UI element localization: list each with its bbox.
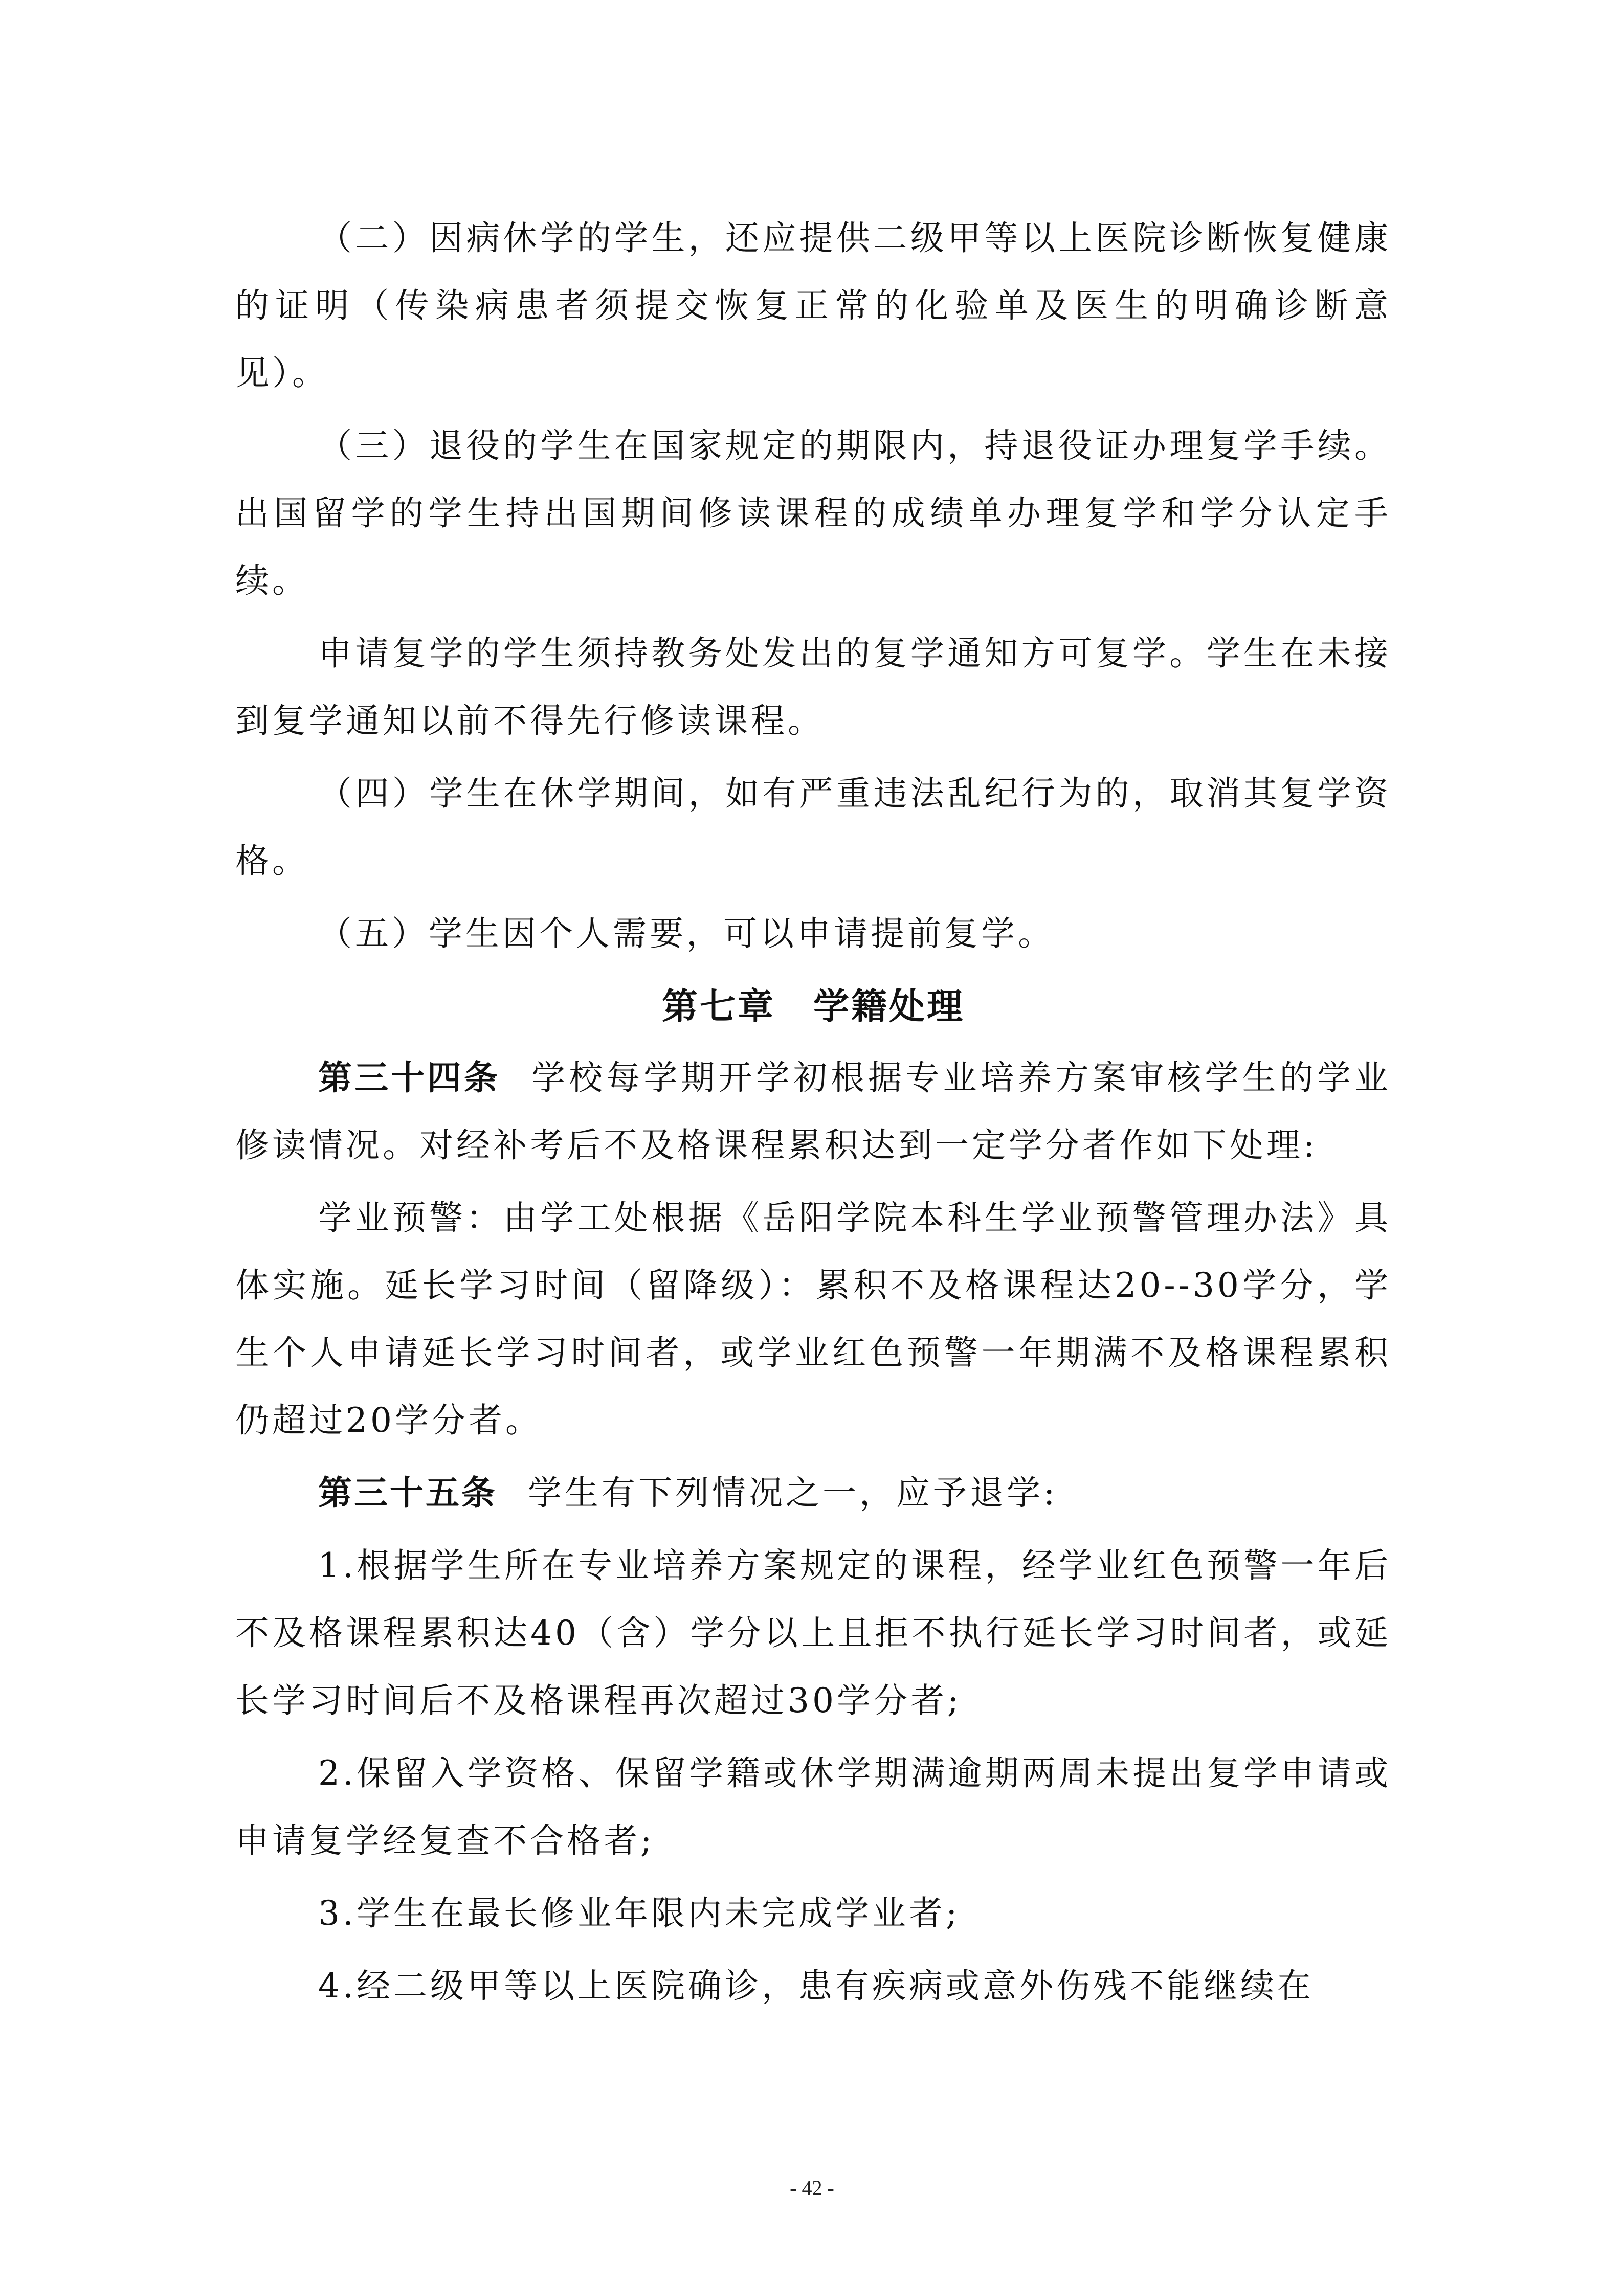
paragraph-sick-leave-return: （二）因病休学的学生，还应提供二级甲等以上医院诊断恢复健康的证明（传染病患者须提交恢复正常的化验单及医生的明确诊断意见）。 bbox=[235, 218, 1391, 393]
chapter-title: 第七章 学籍处理 bbox=[662, 985, 965, 1027]
paragraph-early-return: （五）学生因个人需要，可以申请提前复学。 bbox=[318, 914, 1055, 953]
list-item: 4.经二级甲等以上医院确诊，患有疾病或意外伤残不能继续在 bbox=[318, 1966, 1314, 2006]
paragraph-violation: （四）学生在休学期间，如有严重违法乱纪行为的，取消其复学资格。 bbox=[235, 774, 1391, 881]
article-35-label: 第三十五条 bbox=[318, 1473, 497, 1513]
document-body bbox=[235, 205, 1391, 2025]
page-number: - 42 - bbox=[790, 2176, 834, 2199]
article-35-text: 学生有下列情况之一，应予退学: bbox=[528, 1473, 1058, 1513]
list-item: 3.学生在最长修业年限内未完成学业者; bbox=[318, 1894, 961, 1933]
article-34-label: 第三十四条 bbox=[318, 1058, 500, 1097]
paragraph-veteran-return: （三）退役的学生在国家规定的期限内，持退役证办理复学手续。出国留学的学生持出国期间修读课程的成绩单办理复学和学分认定手续。 bbox=[235, 426, 1391, 600]
article-34 bbox=[235, 1044, 1391, 1179]
paragraph-academic-warning: 学业预警：由学工处根据《岳阳学院本科生学业预警管理办法》具体实施。延长学习时间（留降级）：累积不及格课程达20--30学分，学生个人申请延长学习时间者，或学业红色预警一年期满不及格课程累积仍超过20学分者。 bbox=[235, 1198, 1391, 1440]
article-35 bbox=[235, 1459, 1391, 1527]
paragraph-return-notice: 申请复学的学生须持教务处发出的复学通知方可复学。学生在未接到复学通知以前不得先行修读课程。 bbox=[235, 634, 1391, 740]
list-item: 2.保留入学资格、保留学籍或休学期满逾期两周未提出复学申请或申请复学经复查不合格者; bbox=[235, 1753, 1391, 1860]
article-34-text: 学校每学期开学初根据专业培养方案审核学生的学业修读情况。对经补考后不及格课程累积达到一定学分者作如下处理: bbox=[235, 1058, 1392, 1165]
list-item: 1.根据学生所在专业培养方案规定的课程，经学业红色预警一年后不及格课程累积达40（含）学分以上且拒不执行延长学习时间者，或延长学习时间后不及格课程再次超过30学分者; bbox=[235, 1546, 1391, 1720]
